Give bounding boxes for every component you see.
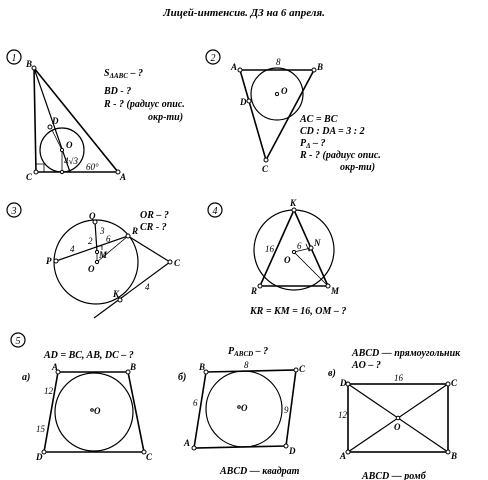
label-a: A — [340, 451, 347, 461]
label-16: 16 — [394, 373, 403, 383]
problem-5b — [178, 346, 306, 477]
p2-question-r-end: окр-ти) — [340, 162, 376, 173]
label-c: C — [26, 172, 33, 182]
p5c-question-1: ABCD — прямоугольник — [352, 348, 461, 359]
problem-2 — [206, 50, 381, 174]
label-top: 8 — [276, 57, 281, 67]
point-a — [346, 450, 350, 454]
problem-number: 3 — [11, 206, 17, 217]
problem-number: 2 — [210, 53, 216, 64]
label-a: A — [184, 438, 191, 448]
p5b-bottom-note: ABCD — квадрат — [220, 466, 300, 477]
point-c — [446, 382, 450, 386]
label-k: K — [290, 198, 297, 208]
label-c: C — [174, 258, 181, 268]
point-c — [264, 158, 268, 162]
p2-question-perimeter: $P_\Delta$ – ? — [300, 138, 326, 150]
label-2: 2 — [88, 236, 93, 246]
label-b: B — [451, 451, 458, 461]
problem-number: 1 — [11, 53, 17, 64]
point-a — [192, 446, 196, 450]
label-q: Q — [89, 211, 96, 221]
p2-question-r: R - ? (радиус опис. — [300, 150, 381, 161]
label-9: 9 — [284, 405, 289, 415]
label-16: 16 — [265, 244, 274, 254]
problem-1 — [7, 50, 185, 182]
label-k: K — [113, 289, 120, 299]
p1-question-r-end: окр-ти) — [148, 112, 184, 123]
point-k — [292, 208, 296, 212]
point-o — [396, 416, 400, 420]
p2-given-2: CD : DA = 3 : 2 — [300, 126, 365, 137]
p3-question-cr: CR - ? — [140, 222, 167, 233]
problem-5 — [11, 333, 461, 480]
label-angle: 60° — [86, 162, 99, 172]
label-n: N — [314, 238, 321, 248]
label-4a: 4 — [70, 244, 75, 254]
label-d: D — [240, 97, 247, 107]
p1-question-area: $S_{\Delta ABC}$ – ? — [104, 68, 143, 80]
point-p — [54, 259, 58, 263]
label-c: C — [262, 164, 269, 174]
label-radius: 4√3 — [64, 156, 78, 166]
point-o — [275, 92, 278, 95]
label-a: A — [52, 362, 59, 372]
label-c: C — [299, 364, 306, 374]
label-o: O — [88, 264, 95, 274]
point-n — [309, 246, 313, 250]
label-r: R — [251, 286, 258, 296]
label-o: O — [241, 403, 248, 413]
label-d: D — [52, 116, 59, 126]
point-r — [126, 234, 130, 238]
label-o: O — [284, 255, 291, 265]
label-8: 8 — [244, 360, 249, 370]
point-b — [446, 450, 450, 454]
label-b: B — [130, 362, 137, 372]
tangent-point — [60, 170, 63, 173]
point-b — [312, 68, 316, 72]
p1-question-r: R - ? (радиус опис. — [104, 99, 185, 110]
p5a-question: AD = BC, AB, DC – ? — [44, 350, 134, 361]
problem-number: 4 — [212, 206, 218, 217]
segment-om — [294, 252, 328, 286]
p5c-question-2: AO – ? — [352, 360, 381, 371]
point-c — [168, 260, 172, 264]
page-title: Лицей-интенсив. ДЗ на 6 апреля. — [163, 7, 325, 19]
label-o: O — [281, 86, 288, 96]
label-o: O — [66, 140, 73, 150]
label-d: D — [289, 446, 296, 456]
label-6: 6 — [193, 398, 198, 408]
label-6: 6 — [106, 234, 111, 244]
label-b: B — [199, 362, 206, 372]
label-m: M — [331, 286, 340, 296]
point-r — [258, 284, 262, 288]
label-b: B — [26, 59, 33, 69]
problem-3 — [7, 203, 181, 318]
p2-given-1: AC = BC — [300, 114, 338, 125]
point-c — [34, 170, 38, 174]
p5b-letter: б) — [178, 372, 187, 383]
point-b — [32, 66, 36, 70]
label-c: C — [451, 378, 458, 388]
label-r: R — [132, 226, 139, 236]
p5c-letter: в) — [328, 368, 336, 379]
label-6: 6 — [297, 241, 302, 251]
label-d: D — [36, 452, 43, 462]
label-15: 15 — [36, 424, 45, 434]
label-12: 12 — [338, 410, 347, 420]
label-d: D — [340, 378, 347, 388]
point-o-dot — [91, 409, 94, 412]
label-m: M — [99, 250, 108, 260]
point-o — [60, 148, 63, 151]
p4-given: KR = KM = 16, OM – ? — [250, 306, 347, 317]
p3-question-or: OR – ? — [140, 210, 169, 221]
label-a: A — [120, 172, 127, 182]
label-a: A — [231, 62, 238, 72]
point-d — [247, 99, 251, 103]
problem-number: 5 — [15, 336, 21, 347]
label-3: 3 — [100, 226, 105, 236]
point-m — [326, 284, 330, 288]
p5a-letter: а) — [22, 372, 31, 383]
label-12: 12 — [44, 386, 53, 396]
point-d — [42, 450, 46, 454]
tangent-cr — [128, 236, 170, 262]
p5c-bottom-note: ABCD — ромб — [362, 471, 426, 480]
point-a — [238, 68, 242, 72]
point-c — [294, 368, 298, 372]
problem-4 — [208, 198, 346, 317]
point-o — [292, 250, 295, 253]
point-o — [95, 260, 98, 263]
label-b: B — [317, 62, 324, 72]
label-o: O — [94, 406, 101, 416]
label-c: C — [146, 452, 153, 462]
problem-5c — [328, 348, 461, 480]
problem-5a — [22, 350, 153, 462]
p5b-question: $P_{ABCD}$ – ? — [228, 346, 269, 358]
label-o: O — [394, 422, 401, 432]
point-d — [284, 444, 288, 448]
point-d — [346, 382, 350, 386]
p1-question-bd: BD - ? — [104, 86, 132, 97]
tangent-ck — [94, 262, 170, 318]
label-p: P — [46, 256, 52, 266]
label-4b: 4 — [145, 282, 150, 292]
point-o-dot — [238, 406, 241, 409]
